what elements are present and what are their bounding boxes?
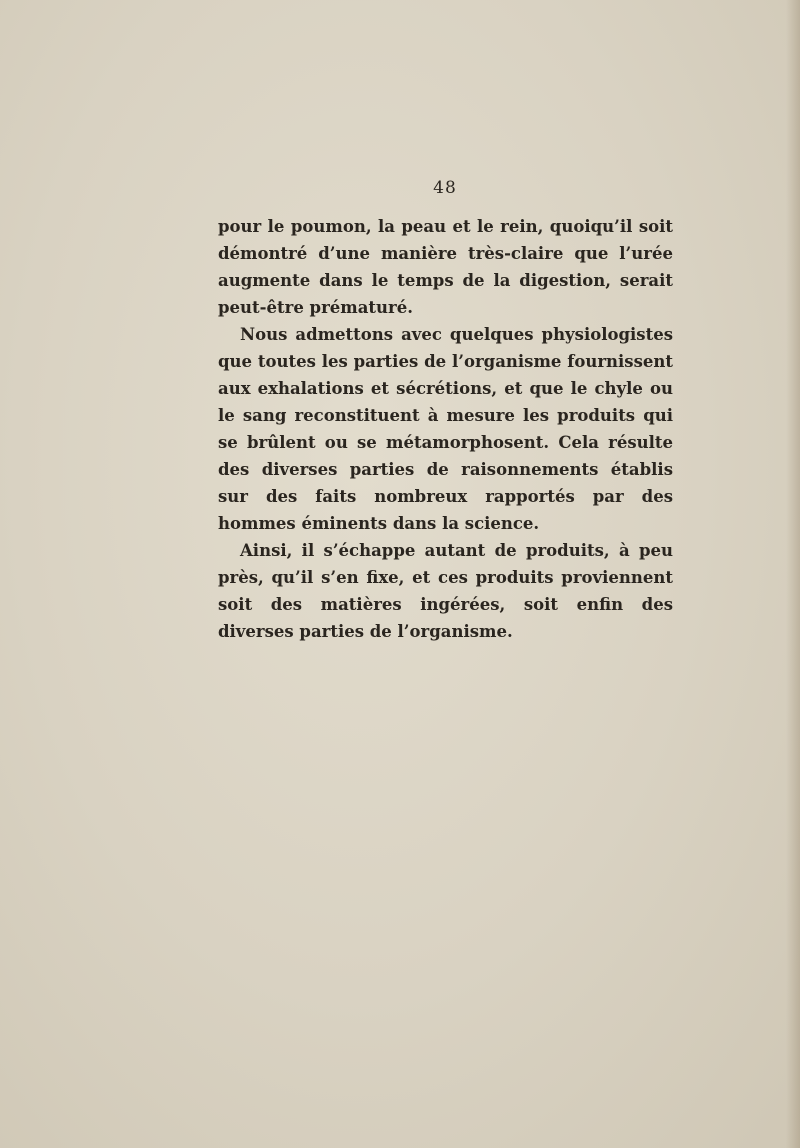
paragraph-3: Ainsi, il s’échappe autant de produits, à peu près, qu’il s’en fixe, et ces produits proviennent soit des matières ingérées, soit enfin des diverses parties de l’organisme.	[218, 541, 673, 641]
page-edge-shadow	[786, 0, 800, 1148]
paragraph-1: pour le poumon, la peau et le rein, quoiqu’il soit démontré d’une manière très-claire que l’urée augmente dans le temps de la digestion, serait peut-être prématuré.	[218, 217, 673, 317]
page-number: 48	[433, 178, 457, 198]
paragraph-2: Nous admettons avec quelques physiologistes que toutes les parties de l’organisme fournissent aux exhalations et sécrétions, et que le chyle ou le sang reconstituent à mesure les produits qui se brûlent ou se métamorphosent. Cela résulte des diverses parties de raisonnements établis sur des faits nombreux rapportés par des hommes éminents dans la science.	[218, 325, 673, 533]
body-text	[218, 213, 673, 645]
